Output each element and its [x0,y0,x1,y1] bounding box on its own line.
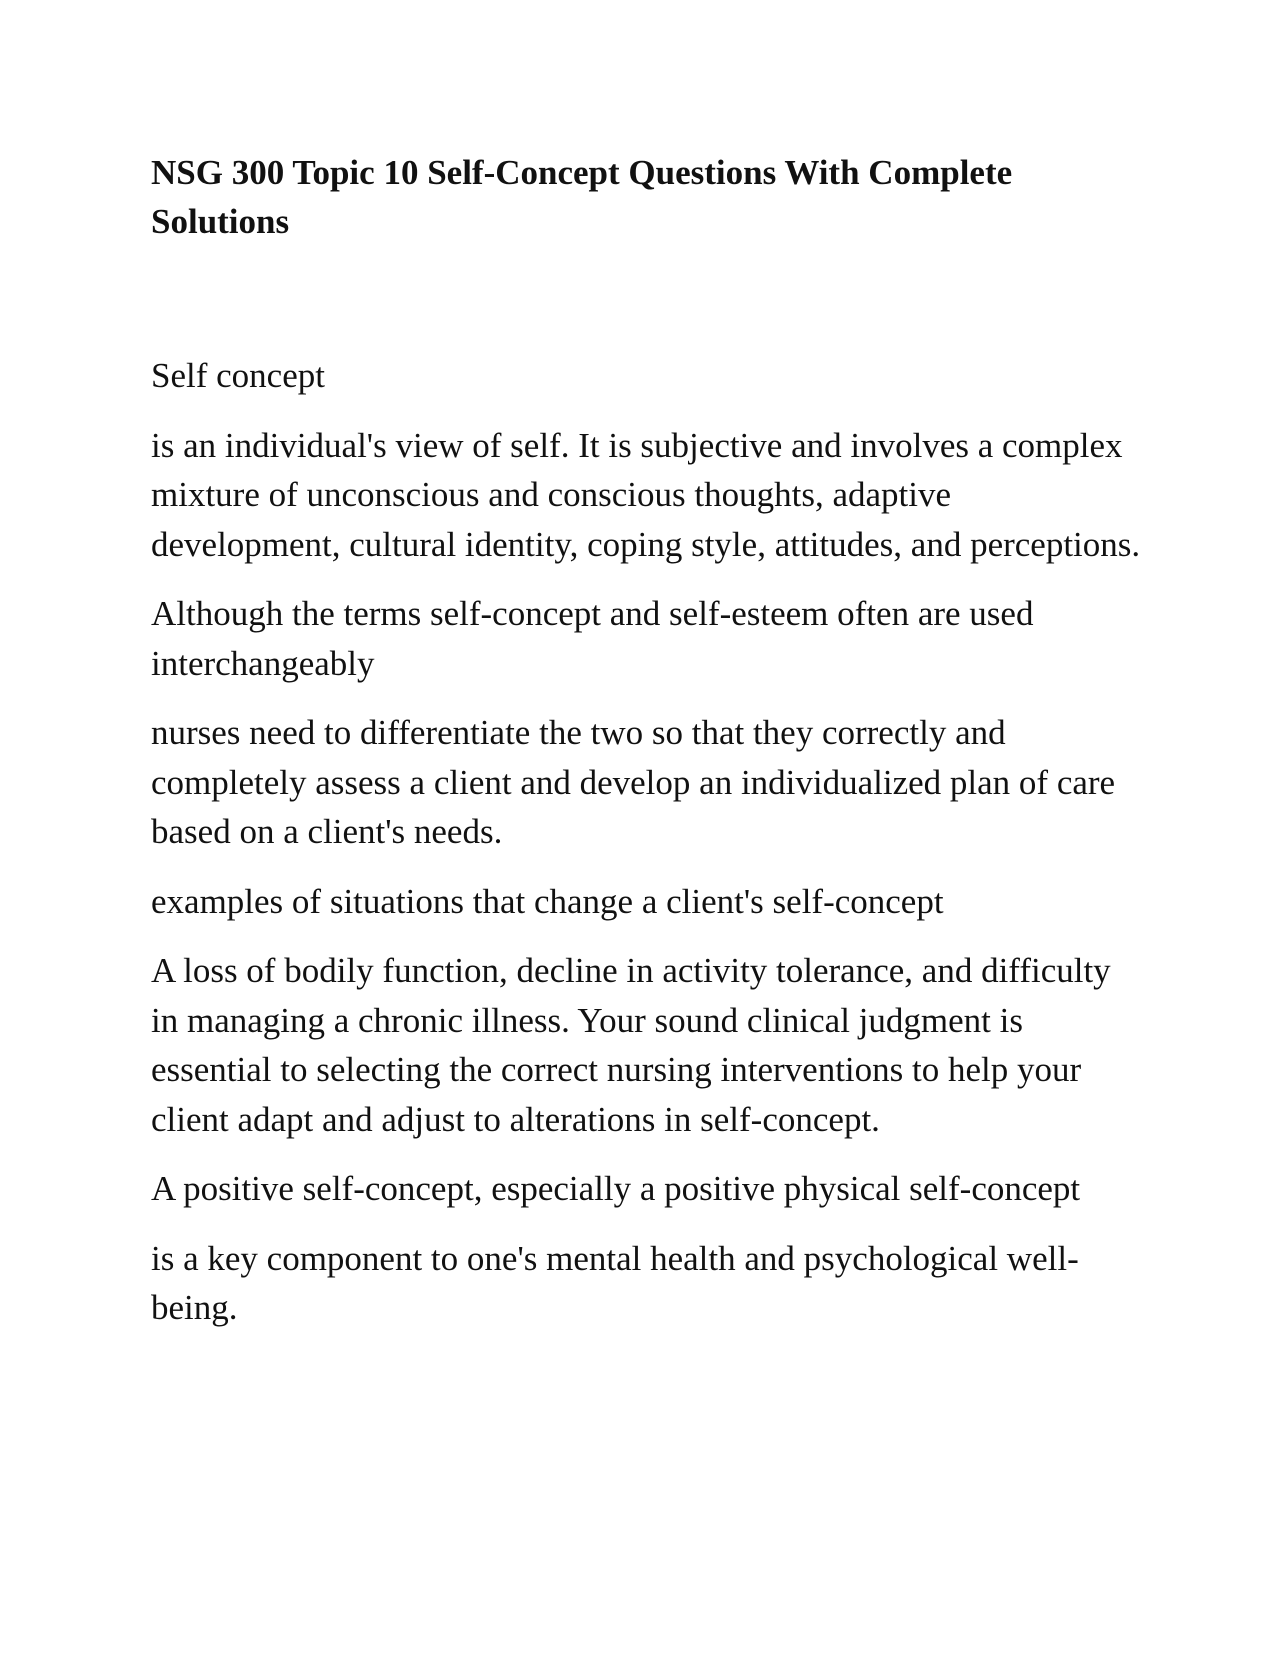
term-positive-self-concept: A positive self-concept, especially a positive physical self-concept [151,1169,1081,1208]
definition-situations-change-self-concept: A loss of bodily function, decline in activity tolerance, and difficulty in managing a chronic illness. Your sound clinical judgment is essential to selecting the correct nursing interventions to help your client adapt and adjust to alterations in self-concept. [151,951,1111,1139]
document-title: NSG 300 Topic 10 Self-Concept Questions With Complete Solutions [151,153,1013,241]
definition-self-concept: is an individual's view of self. It is subjective and involves a complex mixture of unconscious and conscious thoughts, adaptive development, cultural identity, coping style, attitudes, and perceptions. [151,425,1141,564]
definition-positive-self-concept: is a key component to one's mental health and psychological well-being. [151,1238,1079,1327]
term-situations-change-self-concept: examples of situations that change a client's self-concept [151,881,944,921]
term-self-concept: Self concept [151,356,325,395]
document-body [151,148,1141,1353]
term-self-concept-vs-self-esteem: Although the terms self-concept and self-esteem often are used interchangeably [151,594,1034,683]
definition-self-concept-vs-self-esteem: nurses need to differentiate the two so that they correctly and completely assess a client and develop an individualized plan of care based on a client's needs. [151,713,1116,851]
